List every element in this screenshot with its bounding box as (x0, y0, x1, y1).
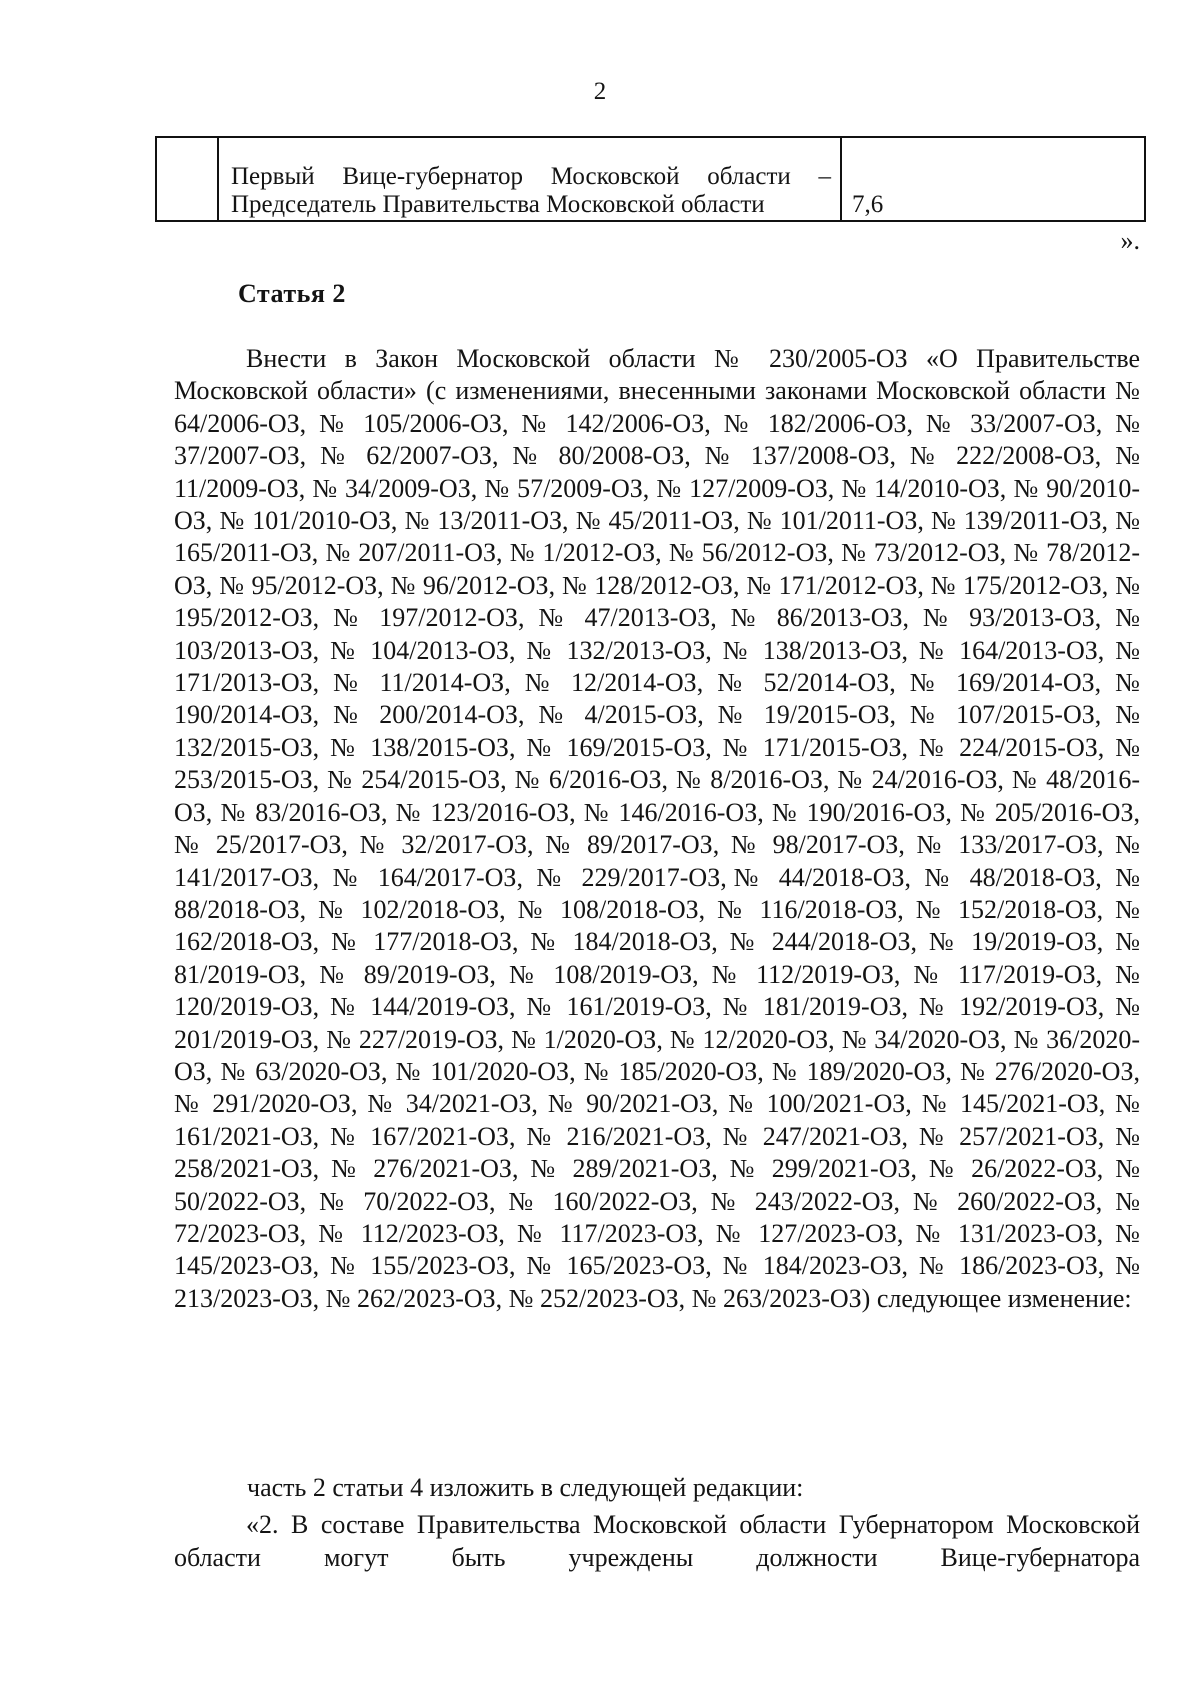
position-title-line-2: Председатель Правительства Московской области (231, 191, 765, 218)
table-row (156, 137, 1145, 221)
position-title-line-1: Первый Вице-губернатор Московской области – (231, 163, 831, 190)
coefficient-cell: 7,6 (841, 137, 1145, 221)
article-title: Статья 2 (238, 279, 346, 308)
article-paragraph: Внести в Закон Московской области № 230/2005-ОЗ «О Правительстве Московской области» (с изменениями, внесенными законами Московской области № 64/2006-ОЗ, № 105/2006-ОЗ, № 142/2006-ОЗ, № 182/2006-ОЗ, № 33/2007-ОЗ, № 37/2007-ОЗ, № 62/2007-ОЗ, № 80/2008-ОЗ, № 137/2008-ОЗ, № 222/2008-ОЗ, № 11/2009-ОЗ, № 34/2009-ОЗ, № 57/2009-ОЗ, № 127/2009-ОЗ, № 14/2010-ОЗ, № 90/2010-ОЗ, № 101/2010-ОЗ, № 13/2011-ОЗ, № 45/2011-ОЗ, № 101/2011-ОЗ, № 139/2011-ОЗ, № 165/2011-ОЗ, № 207/2011-ОЗ, № 1/2012-ОЗ, № 56/2012-ОЗ, № 73/2012-ОЗ, № 78/2012-ОЗ, № 95/2012-ОЗ, № 96/2012-ОЗ, № 128/2012-ОЗ, № 171/2012-ОЗ, № 175/2012-ОЗ, № 195/2012-ОЗ, № 197/2012-ОЗ, № 47/2013-ОЗ, № 86/2013-ОЗ, № 93/2013-ОЗ, № 103/2013-ОЗ, № 104/2013-ОЗ, № 132/2013-ОЗ, № 138/2013-ОЗ, № 164/2013-ОЗ, № 171/2013-ОЗ, № 11/2014-ОЗ, № 12/2014-ОЗ, № 52/2014-ОЗ, № 169/2014-ОЗ, № 190/2014-ОЗ, № 200/2014-ОЗ, № 4/2015-ОЗ, № 19/2015-ОЗ, № 107/2015-ОЗ, № 132/2015-ОЗ, № 138/2015-ОЗ, № 169/2015-ОЗ, № 171/2015-ОЗ, № 224/2015-ОЗ, № 253/2015-ОЗ, № 254/2015-ОЗ, № 6/2016-ОЗ, № 8/2016-ОЗ, № 24/2016-ОЗ, № 48/2016-ОЗ, № 83/2016-ОЗ, № 123/2016-ОЗ, № 146/2016-ОЗ, № 190/2016-ОЗ, № 205/2016-ОЗ, № 25/2017-ОЗ, № 32/2017-ОЗ, № 89/2017-ОЗ, № 98/2017-ОЗ, № 133/2017-ОЗ, № 141/2017-ОЗ, № 164/2017-ОЗ, № 229/2017-ОЗ,№ 44/2018-ОЗ, № 48/2018-ОЗ, № 88/2018-ОЗ, № 102/2018-ОЗ, № 108/2018-ОЗ, № 116/2018-ОЗ, № 152/2018-ОЗ, № 162/2018-ОЗ, № 177/2018-ОЗ, № 184/2018-ОЗ, № 244/2018-ОЗ, № 19/2019-ОЗ, № 81/2019-ОЗ, № 89/2019-ОЗ, № 108/2019-ОЗ, № 112/2019-ОЗ, № 117/2019-ОЗ, № 120/2019-ОЗ, № 144/2019-ОЗ, № 161/2019-ОЗ, № 181/2019-ОЗ, № 192/2019-ОЗ, № 201/2019-ОЗ, № 227/2019-ОЗ, № 1/2020-ОЗ, № 12/2020-ОЗ, № 34/2020-ОЗ, № 36/2020-ОЗ, № 63/2020-ОЗ, № 101/2020-ОЗ, № 185/2020-ОЗ, № 189/2020-ОЗ, № 276/2020-ОЗ, № 291/2020-ОЗ, № 34/2021-ОЗ, № 90/2021-ОЗ, № 100/2021-ОЗ, № 145/2021-ОЗ, № 161/2021-ОЗ, № 167/2021-ОЗ, № 216/2021-ОЗ, № 247/2021-ОЗ, № 257/2021-ОЗ, № 258/2021-ОЗ, № 276/2021-ОЗ, № 289/2021-ОЗ, № 299/2021-ОЗ, № 26/2022-ОЗ, № 50/2022-ОЗ, № 70/2022-ОЗ, № 160/2022-ОЗ, № 243/2022-ОЗ, № 260/2022-ОЗ, № 72/2023-ОЗ, № 112/2023-ОЗ, № 117/2023-ОЗ, № 127/2023-ОЗ, № 131/2023-ОЗ, № 145/2023-ОЗ, № 155/2023-ОЗ, № 165/2023-ОЗ, № 184/2023-ОЗ, № 186/2023-ОЗ, № 213/2023-ОЗ, № 262/2023-ОЗ, № 252/2023-ОЗ, № 263/2023-ОЗ) следующее изменение: (174, 344, 1140, 1313)
amended-text: «2. В составе Правительства Московской области Губернатором Московской области могут быть учреждены должности Вице-губернатора (174, 1510, 1140, 1572)
article-body (174, 343, 1140, 1315)
amendment-intro: часть 2 статьи 4 изложить в следующей редакции: (247, 1473, 804, 1502)
position-title-cell (218, 137, 841, 221)
positions-table (155, 136, 1146, 222)
closing-quote: ». (1120, 226, 1140, 255)
page-number: 2 (593, 78, 607, 105)
row-number-cell (156, 137, 218, 221)
